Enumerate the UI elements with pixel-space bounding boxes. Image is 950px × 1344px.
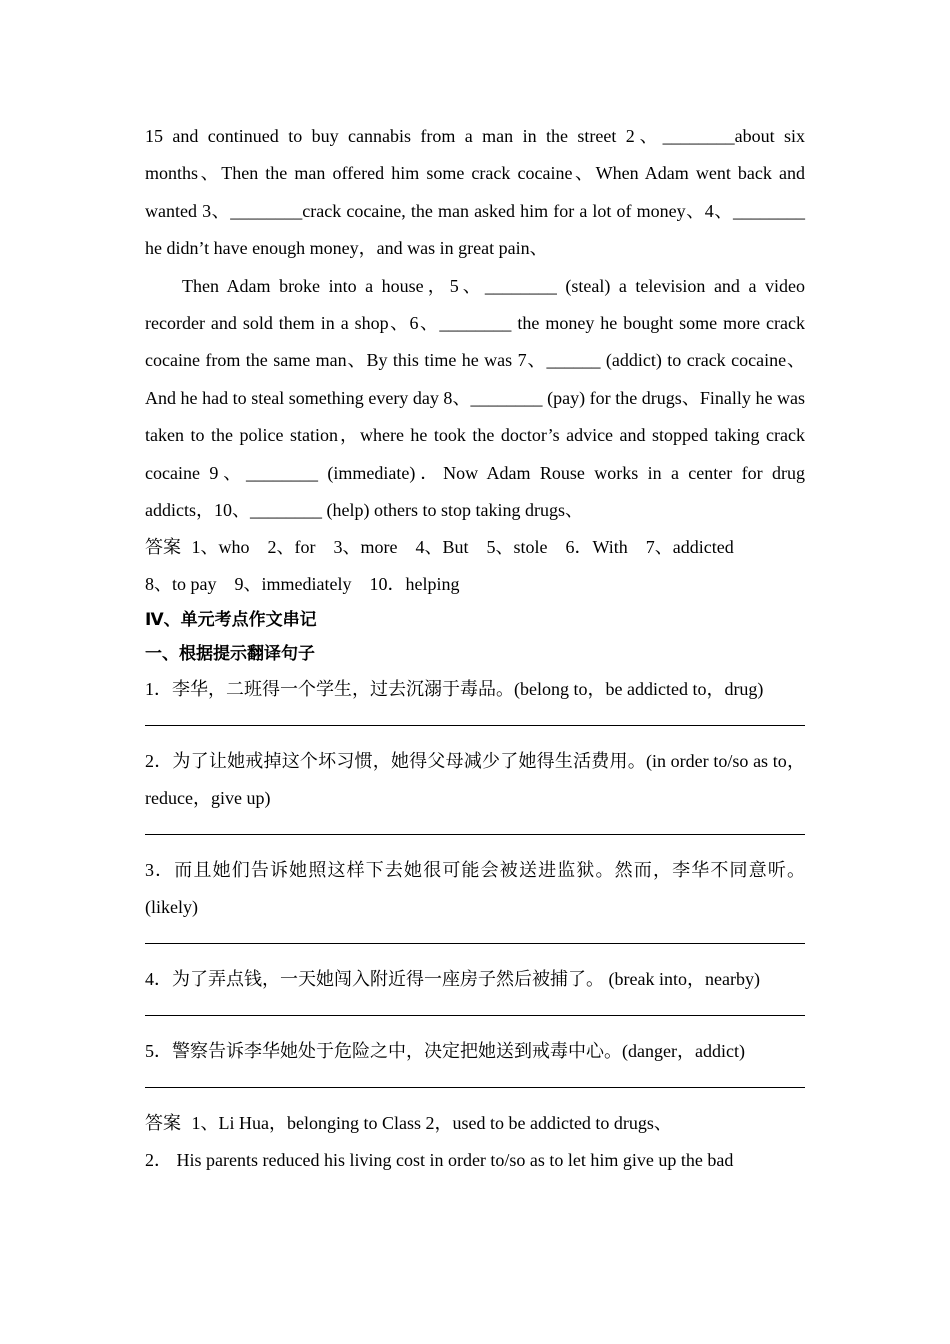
answer-label: 答案 [145, 1113, 181, 1134]
answer-blank-line [145, 942, 805, 944]
answer-key-1 [145, 529, 805, 603]
translation-answer-2: 2． His parents reduced his living cost in order to/so as to let him give up the bad [145, 1150, 734, 1171]
answer-line-1: 1、who 2、for 3、more 4、But 5、stole 6．With 7、addicted [191, 537, 734, 558]
question-3: 3．而且她们告诉她照这样下去她很可能会被送进监狱。然而，李华不同意听。(likely) [145, 860, 805, 918]
document-page [145, 118, 805, 1179]
answer-blank-line [145, 833, 805, 835]
passage-paragraph-2: Then Adam broke into a house，5、________ (steal) a television and a video recorder and sold them in a shop、6、________ the money he bought some more crack cocaine from the same man、By this time he was 7、______ (addict) to crack cocaine、And he had to steal something every day 8、________ (pay) for the drugs、Finally he was taken to the police station，where he took the doctor’s advice and stopped taking crack cocaine 9、________ (immediate)．Now Adam Rouse works in a center for drug addicts，10、________ (help) others to stop taking drugs、 [145, 275, 805, 521]
passage-paragraph-1: 15 and continued to buy cannabis from a man in the street 2、________about six months、Then the man offered him some crack cocaine、When Adam went back and wanted 3、________crack cocaine, the man asked him for a lot of money、4、________ he didn’t have enough money，and was in great pain、 [145, 126, 805, 259]
question-5: 5．警察告诉李华她处于危险之中，决定把她送到戒毒中心。(danger，addict) [145, 1041, 745, 1062]
question-4: 4．为了弄点钱，一天她闯入附近得一座房子然后被捕了。 (break into，nearby) [145, 969, 760, 990]
answer-blank-line [145, 1014, 805, 1016]
answer-blank-line [145, 1086, 805, 1088]
question-2: 2．为了让她戒掉这个坏习惯，她得父母减少了她得生活费用。(in order to/so as to，reduce，give up) [145, 751, 805, 809]
answer-blank-line [145, 724, 805, 726]
answer-key-2 [145, 1105, 805, 1179]
sub-heading: 一、根据提示翻译句子 [145, 644, 315, 665]
answer-line-2: 8、to pay 9、immediately 10．helping [145, 574, 460, 595]
translation-answer-1: 1、Li Hua，belonging to Class 2，used to be addicted to drugs、 [191, 1113, 672, 1134]
section-heading: Ⅳ、单元考点作文串记 [145, 610, 317, 631]
answer-label: 答案 [145, 537, 181, 558]
question-1: 1．李华，二班得一个学生，过去沉溺于毒品。(belong to，be addicted to，drug) [145, 679, 764, 700]
